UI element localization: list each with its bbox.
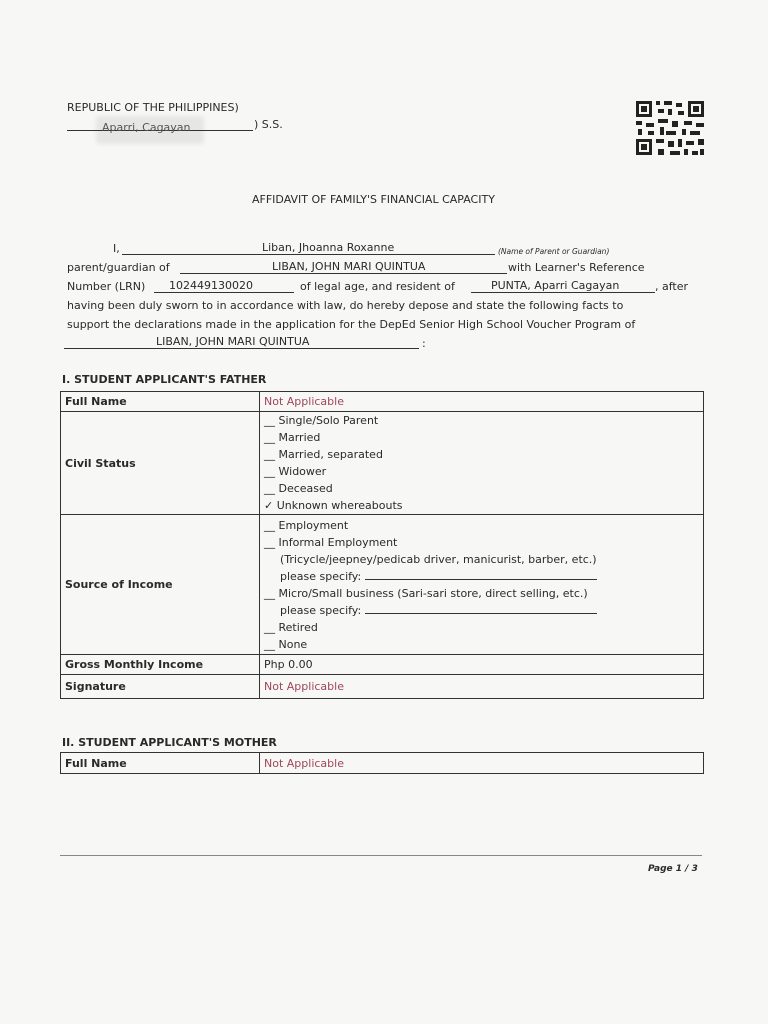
page-number: Page 1 / 3 <box>648 864 698 874</box>
specify-informal-line <box>365 569 597 580</box>
specify-label: please specify: <box>280 569 362 583</box>
mother-table <box>60 752 704 774</box>
signature-value: Not Applicable <box>260 675 704 699</box>
civil-option-unknown: ✓ Unknown whereabouts <box>264 499 403 512</box>
parent-guardian-of: parent/guardian of <box>67 261 170 274</box>
colon-text: : <box>422 337 426 350</box>
footer-divider <box>60 855 702 856</box>
civil-status-row <box>61 412 704 515</box>
lrn-value: 102449130020 <box>169 279 253 292</box>
qr-code-icon <box>634 99 708 159</box>
gross-income-row <box>61 655 704 675</box>
place-stamp: Aparri, Cagayan <box>102 121 191 134</box>
civil-option-widower: __ Widower <box>264 465 327 478</box>
source-retired: __ Retired <box>264 620 318 634</box>
full-name-label: Full Name <box>61 392 260 412</box>
ss-text: ) S.S. <box>254 118 283 131</box>
civil-option-separated: __ Married, separated <box>264 448 383 461</box>
source-business: __ Micro/Small business (Sari-sari store, direct selling, etc.) <box>264 586 588 600</box>
mother-full-name-row <box>61 753 704 774</box>
source-employment: __ Employment <box>264 518 349 532</box>
source-none: __ None <box>264 637 308 651</box>
specify-informal <box>264 568 699 585</box>
specify-business <box>264 602 699 619</box>
source-income-label: Source of Income <box>61 515 260 655</box>
civil-option-deceased: __ Deceased <box>264 482 333 495</box>
applicant-name: LIBAN, JOHN MARI QUINTUA <box>156 335 310 348</box>
civil-status-label: Civil Status <box>61 412 260 515</box>
parent-name: Liban, Jhoanna Roxanne <box>262 241 395 254</box>
father-table <box>60 391 704 699</box>
civil-option-married: __ Married <box>264 431 321 444</box>
body-line-4: having been duly sworn to in accordance with law, do hereby depose and state the following facts to <box>67 299 624 312</box>
learner-name: LIBAN, JOHN MARI QUINTUA <box>272 260 426 273</box>
father-full-name-value: Not Applicable <box>260 392 704 412</box>
specify-business-line <box>365 603 597 614</box>
father-full-name-row <box>61 392 704 412</box>
body-line-5: support the declarations made in the application for the DepEd Senior High School Voucher Program of <box>67 318 636 331</box>
mother-full-name-value: Not Applicable <box>260 753 704 774</box>
republic-heading: REPUBLIC OF THE PHILIPPINES) <box>67 101 239 114</box>
residence-value: PUNTA, Aparri Cagayan <box>491 279 620 292</box>
gross-income-value: Php 0.00 <box>260 655 704 675</box>
signature-label: Signature <box>61 675 260 699</box>
mother-full-name-label: Full Name <box>61 753 260 774</box>
father-heading: I. STUDENT APPLICANT'S FATHER <box>62 373 267 386</box>
civil-option-single: __ Single/Solo Parent <box>264 414 379 427</box>
legal-age-text: of legal age, and resident of <box>300 280 455 293</box>
source-informal-examples: (Tricycle/jeepney/pedicab driver, manicurist, barber, etc.) <box>280 552 597 566</box>
mother-heading: II. STUDENT APPLICANT'S MOTHER <box>62 736 277 749</box>
source-informal: __ Informal Employment <box>264 535 398 549</box>
intro-i: I, <box>113 242 120 255</box>
document-title: AFFIDAVIT OF FAMILY'S FINANCIAL CAPACITY <box>252 193 495 206</box>
gross-income-label: Gross Monthly Income <box>61 655 260 675</box>
after-text: , after <box>655 280 689 293</box>
source-income-row <box>61 515 704 655</box>
specify-label: please specify: <box>280 603 362 617</box>
signature-row <box>61 675 704 699</box>
civil-status-options <box>260 412 704 515</box>
source-income-options <box>260 515 704 655</box>
lrn-label: Number (LRN) <box>67 280 146 293</box>
lrn-intro: with Learner's Reference <box>508 261 645 274</box>
parent-note: (Name of Parent or Guardian) <box>498 247 610 256</box>
